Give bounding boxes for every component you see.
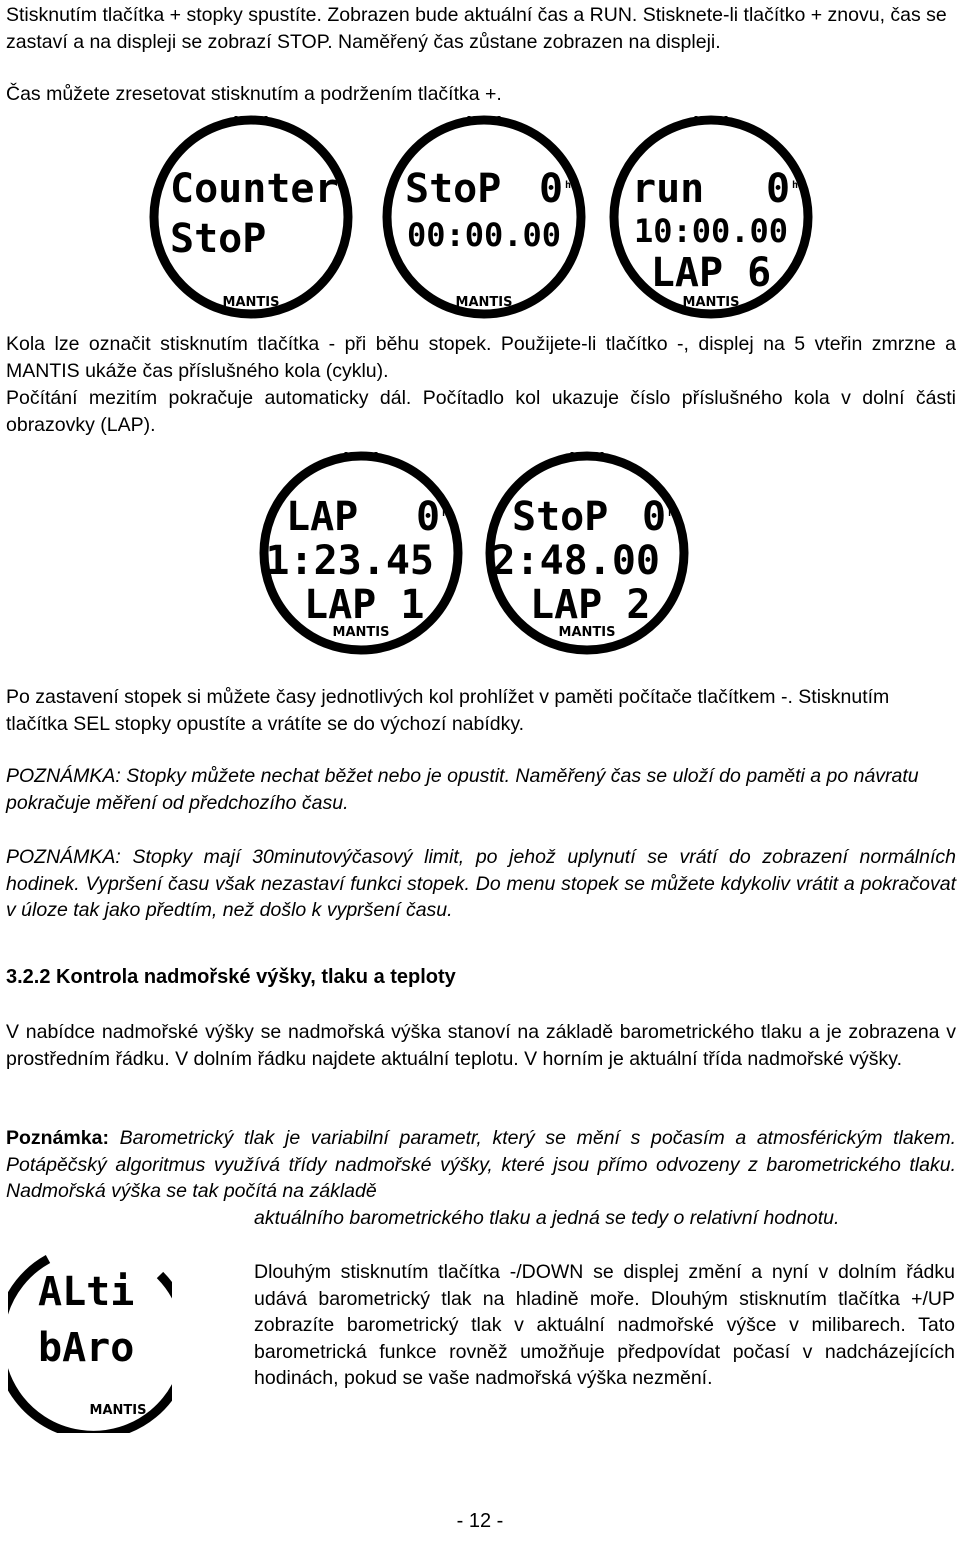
watch-top-text: Counter [170,166,339,212]
poznamka-paragraph [6,1125,956,1205]
watch-brand-logo: MANTIS [682,295,740,310]
poznamka-text: Barometrický tlak je variabilní parametr, který se mění s počasím a atmosférickým tlakem. Potápěčský algoritmus využívá třídy nadmořské výšky, které jsou přímo odvozeny z barometrického tlaku. Nadmořská výška se tak počítá na základě [6,1127,956,1202]
watch-mid-text: StoP [170,216,267,262]
poznamka-label: Poznámka: [6,1127,109,1149]
watch-stop-zero [381,114,587,320]
watch-brand-logo: MANTIS [455,295,513,310]
poznamka-last-line: aktuálního barometrického tlaku a jedná se tedy o relativní hodnotu. [254,1207,840,1229]
lap-counter-paragraph: Počítání mezitím pokračuje automaticky dál. Počítadlo kol ukazuje číslo příslušného kola v dolní části obrazovky (LAP). [6,387,956,436]
watch-brand-logo: MANTIS [222,295,280,310]
watch-brand-logo: MANTIS [332,625,390,640]
watch-brand-logo: MANTIS [558,625,616,640]
barometer-paragraph: Dlouhým stisknutím tlačítka -/DOWN se displej změní a nyní v dolním řádku udává barometrický tlak na hladině moře. Dlouhým stisknutím tlačítka +/UP zobrazíte barometrický tlak v aktuální nadmořské výšce v milibarech. Tato barometrická funkce rovněž umožňuje předpovídat počasí v nadcházejících hodinách, pokud se vaše nadmořská výška nezmění. [254,1261,955,1389]
section-number: 3.2.2 [6,966,51,988]
watch-brand-logo: MANTIS [89,1403,147,1418]
watch-top-text: StoP [405,166,502,212]
altitude-intro-paragraph: V nabídce nadmořské výšky se nadmořská výška stanoví na základě barometrického tlaku a je zobrazena v prostředním řádku. V dolním řádku najdete aktuální teplotu. V horním je aktuální třída nadmořské výšky. [6,1021,956,1070]
review-paragraph: Po zastavení stopek si můžete časy jednotlivých kol prohlížet v paměti počítače tlačítkem -. Stisknutím tlačítka SEL stopky opustíte a vrátíte se do výchozí nabídky. [6,686,890,735]
watch-hour-value: 0 [642,494,667,540]
page-number: - 12 - [456,1510,504,1532]
note-paragraph-2: POZNÁMKA: Stopky mají 30minutovýčasový limit, po jehož uplynutí se vrátí do zobrazení normálních hodinek. Vypršení času však nezastaví funkci stopek. Do menu stopek se můžete kdykoliv vrátit a pokračovat v úloze tak jako předtím, než došlo k vypršení času. [6,846,956,921]
watch-mid-text: bAro [38,1325,135,1371]
watch-lap-two [484,450,690,656]
watch-hour-unit: h [442,508,449,519]
watch-mid-text: 00:00.00 [406,216,562,254]
watch-bottom-text: LAP 6 [650,250,772,296]
watch-alti-baro [8,1243,172,1433]
watch-hour-value: 0 [416,494,441,540]
note-paragraph-1: POZNÁMKA: Stopky můžete nechat běžet nebo je opustit. Naměřený čas se uloží do paměti a po návratu pokračuje měření od předchozího času. [6,765,919,814]
watch-hour-value: 0 [539,166,564,212]
watch-top-text: ALti [38,1269,135,1315]
watch-hour-value: 0 [766,166,791,212]
section-heading [6,966,456,989]
watch-counter-stop [148,114,354,320]
watch-bottom-text: LAP 1 [304,582,425,628]
watch-mid-text: 1:23.45 [265,538,434,584]
watch-run-lap [608,114,814,320]
watch-hour-unit: h [792,180,799,191]
watch-bottom-text: LAP 2 [530,582,651,628]
intro-paragraph: Stisknutím tlačítka + stopky spustíte. Zobrazen bude aktuální čas a RUN. Stisknete-li tlačítko + znovu, čas se zastaví a na displeji se zobrazí STOP. Naměřený čas zůstane zobrazen na displeji. [6,4,947,53]
watch-hour-unit: h [668,508,675,519]
section-title: Kontrola nadmořské výšky, tlaku a teploty [56,966,456,988]
watch-top-text: run [632,166,705,212]
watch-hour-unit: h [565,180,572,191]
watch-top-text: StoP [512,494,609,540]
reset-paragraph: Čas můžete zresetovat stisknutím a podržením tlačítka +. [6,83,502,105]
watch-top-text: LAP [286,494,359,540]
watch-lap-one [258,450,464,656]
watch-mid-text: 10:00.00 [633,212,789,250]
watch-mid-text: 2:48.00 [491,538,660,584]
laps-paragraph: Kola lze označit stisknutím tlačítka - při běhu stopek. Použijete-li tlačítko -, displej na 5 vteřin zmrzne a MANTIS ukáže čas příslušného kola (cyklu). [6,333,956,382]
